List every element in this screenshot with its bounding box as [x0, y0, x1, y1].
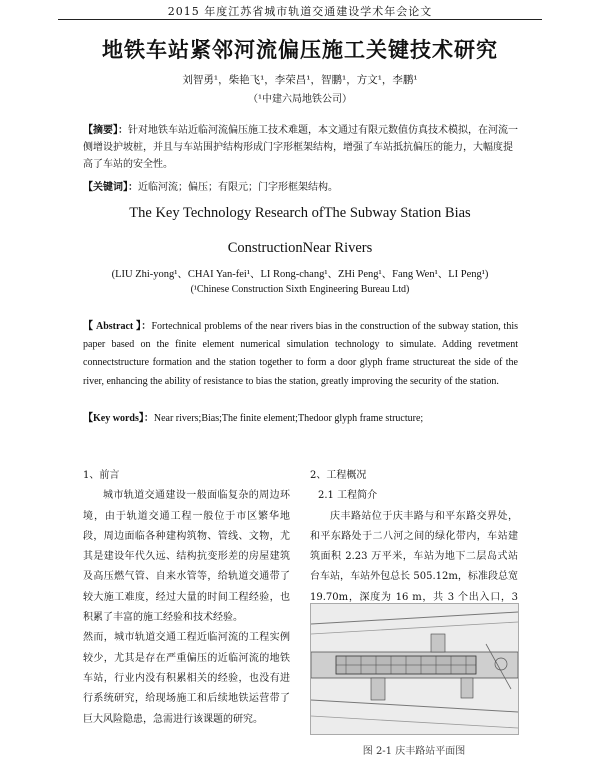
paper-title-en-line2: ConstructionNear Rivers	[227, 240, 373, 256]
keywords-en-text: Near rivers;Bias;The finite element;Thedoor glyph frame structure;	[153, 413, 424, 424]
keywords-cn	[83, 178, 518, 193]
paper-title-cn: 地铁车站紧邻河流偏压施工关键技术研究	[102, 38, 498, 62]
authors-cn: 刘智勇¹，柴艳飞¹，李荣昌¹，智鹏¹，方文¹，李鹏¹	[182, 74, 418, 86]
section1-paragraph: 城市轨道交通建设一般面临复杂的周边环境，由于轨道交通工程一般位于市区繁华地段，周边面临各种建构筑物、管线、文物，尤其是建设年代久远、结构抗变形差的房屋建筑及高压燃气管、自来水管等，给轨道交通带了较大施工难度，经过大量的时间工程经验，也积累了丰富的施工经验和技术经验。	[83, 490, 290, 624]
section2-paragraph: 庆丰路站位于庆丰路与和平东路交界处，和平东路处于二八河之间的绿化带内，车站建筑面积 2.23 万平米，车站为地下二层岛式站台车站，车站外包总长 505.12m，标准段总宽 19.70m，深度为 16 m，共 3 个出入口，3	[310, 510, 518, 603]
station-plan-figure	[310, 603, 519, 735]
running-header: 2015 年度江苏省城市轨道交通建设学术年会论文	[167, 5, 433, 18]
section2-subheading: 2.1 工程简介	[318, 490, 378, 502]
section2-heading: 2、工程概况	[310, 470, 367, 481]
figure-caption: 图 2-1 庆丰路站平面图	[362, 746, 466, 757]
paper-title-en-line1: The Key Technology Research ofThe Subway Station Bias	[129, 205, 471, 221]
authors-en: (LIU Zhi-yong¹、CHAI Yan-fei¹、LI Rong-chang¹、ZHi Peng¹、Fang Wen¹、LI Peng¹)	[111, 269, 489, 280]
abstract-en-label: 【 Abstract 】：	[83, 321, 152, 332]
affiliation-en: (¹Chinese Construction Sixth Engineering Bureau Ltd)	[190, 284, 410, 295]
keywords-en	[83, 409, 518, 424]
left-column	[83, 466, 290, 730]
keywords-cn-text: 近临河流；偏压；有限元；门字形框架结构。	[138, 182, 338, 193]
keywords-en-label: 【Key words】：	[83, 413, 154, 424]
abstract-cn-label: 【摘要】：	[83, 125, 128, 136]
keywords-cn-label: 【关键词】：	[83, 182, 138, 193]
section1-heading: 1、前言	[83, 470, 120, 481]
abstract-en-text: Fortechnical problems of the near rivers bias in the construction of the subway station, this paper based on the finite element numerical simulation technology to simulate. Adding revetment connectstructure formation and the station together to form a door glyph frame structureat the side of the river, enhancing the ability of resistance to bias the station, greatly improving the security of the station.	[83, 321, 518, 387]
abstract-en	[83, 318, 518, 391]
section1-paragraph: 然而，城市轨道交通工程近临河流的工程实例较少，尤其是存在严重偏压的近临河流的地铁车站，行业内没有积累相关的经验，也没有进行系统研究，给现场施工和后续地铁运营带了巨大风险隐患，急需进行该课题的研究。	[83, 632, 290, 725]
abstract-cn-text: 针对地铁车站近临河流偏压施工技术难题，本文通过有限元数值仿真技术模拟，在河流一侧增设护坡桩，并且与车站围护结构形成门字形框架结构，增强了车站抵抗偏压的能力，大幅度提高了车站的安全性。	[83, 125, 518, 170]
station-plan-drawing	[311, 604, 518, 734]
header-rule	[58, 19, 542, 20]
abstract-cn	[83, 122, 518, 173]
affiliation-cn: （¹中建六局地铁公司）	[247, 94, 352, 105]
